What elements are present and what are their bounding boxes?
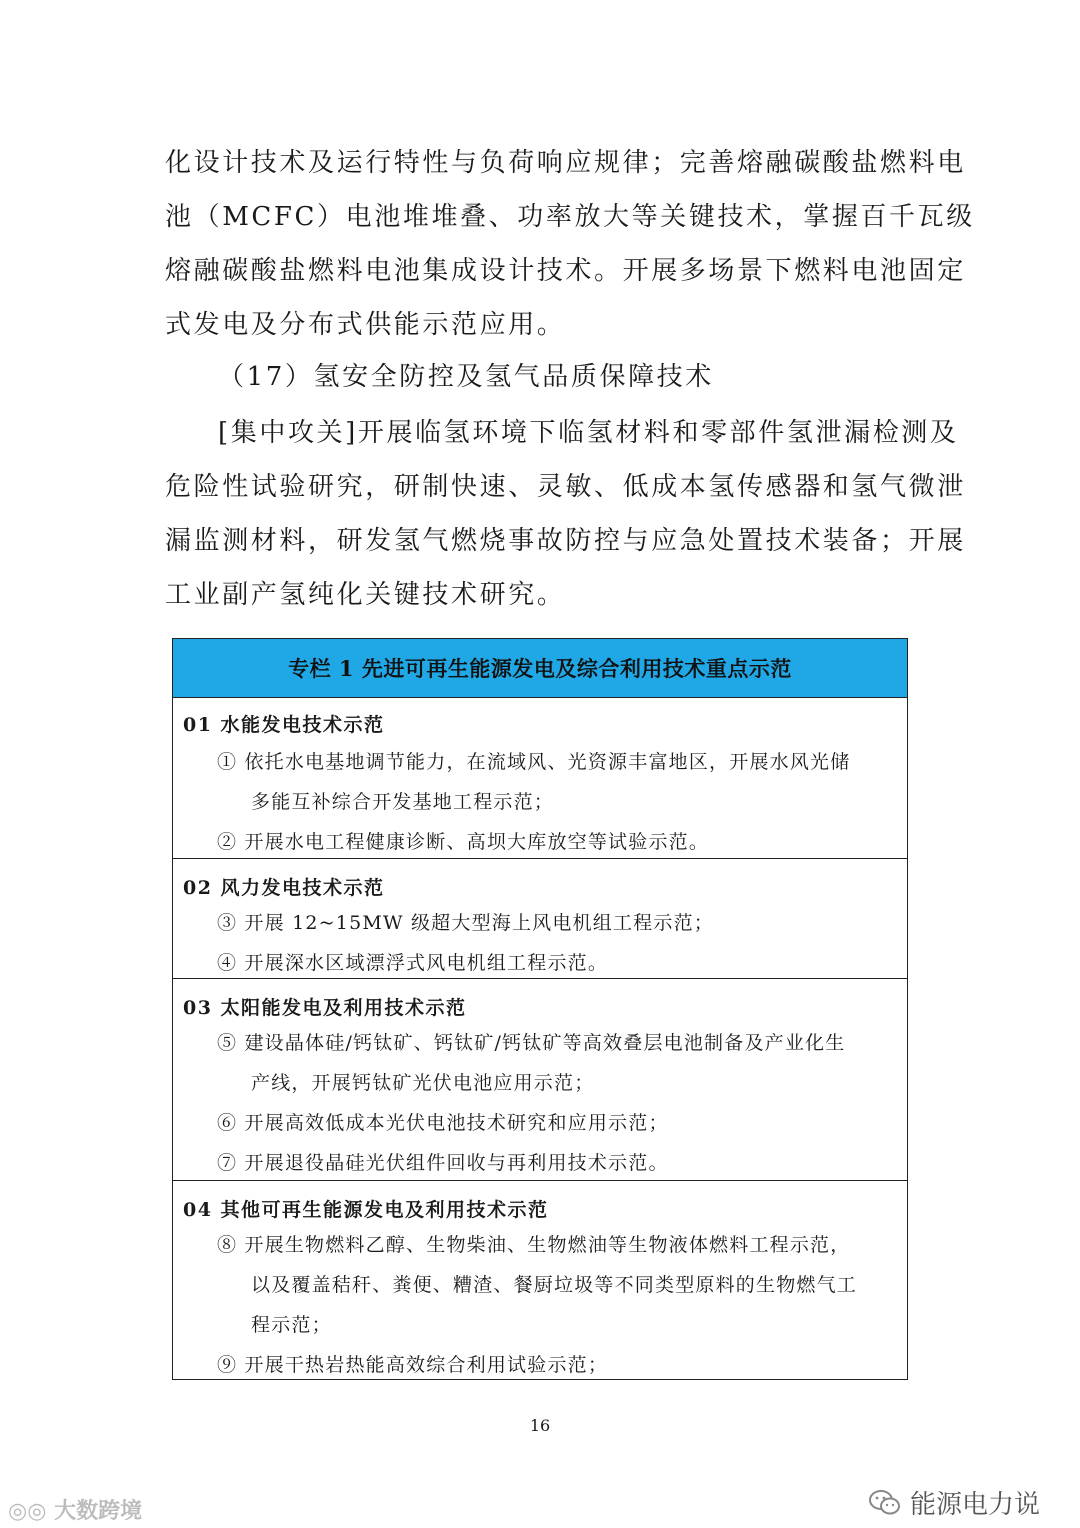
box-section <box>173 858 907 979</box>
list-item: ③ 开展 12~15MW 级超大型海上风电机组工程示范； <box>217 912 714 934</box>
list-item-cont: 多能互补综合开发基地工程示范； <box>251 791 555 813</box>
section-title: 02 风力发电技术示范 <box>183 877 385 899</box>
list-item: ⑨ 开展干热岩热能高效综合利用试验示范； <box>217 1354 609 1376</box>
watermark-left <box>8 1494 142 1525</box>
wechat-icon <box>868 1488 902 1518</box>
list-item: ⑤ 建设晶体硅/钙钛矿、钙钛矿/钙钛矿等高效叠层电池制备及产业化生 <box>217 1032 846 1054</box>
box-title: 专栏 1 先进可再生能源发电及综合利用技术重点示范 <box>173 639 907 698</box>
list-item: ② 开展水电工程健康诊断、高坝大库放空等试验示范。 <box>217 831 710 853</box>
list-item: ⑧ 开展生物燃料乙醇、生物柴油、生物燃油等生物液体燃料工程示范， <box>217 1234 851 1256</box>
list-item: ⑦ 开展退役晶硅光伏组件回收与再利用技术示范。 <box>217 1152 669 1174</box>
body-line: 工业副产氢纯化关键技术研究。 <box>165 580 566 610</box>
list-item: ⑥ 开展高效低成本光伏电池技术研究和应用示范； <box>217 1112 669 1134</box>
watermark-left-text: 大数跨境 <box>54 1499 143 1524</box>
watermark-right-text: 能源电力说 <box>910 1490 1041 1520</box>
list-item-cont: 产线，开展钙钛矿光伏电池应用示范； <box>251 1072 595 1094</box>
body-line: 危险性试验研究，研制快速、灵敏、低成本氢传感器和氢气微泄 <box>165 472 966 502</box>
box-section <box>173 1180 907 1380</box>
body-line: 化设计技术及运行特性与负荷响应规律；完善熔融碳酸盐燃料电 <box>165 148 966 178</box>
section-title: 01 水能发电技术示范 <box>183 714 385 736</box>
body-line: 漏监测材料，研发氢气燃烧事故防控与应急处置技术装备；开展 <box>165 526 966 556</box>
list-item-cont: 以及覆盖秸秆、粪便、糟渣、餐厨垃圾等不同类型原料的生物燃气工 <box>251 1274 858 1296</box>
section-title: 03 太阳能发电及利用技术示范 <box>183 997 467 1019</box>
list-item-cont: 程示范； <box>251 1314 332 1336</box>
list-item: ① 依托水电基地调节能力，在流域风、光资源丰富地区，开展水风光储 <box>217 751 851 773</box>
box-section <box>173 696 907 858</box>
body-line: 式发电及分布式供能示范应用。 <box>165 310 566 340</box>
section-heading: （17）氢安全防控及氢气品质保障技术 <box>218 362 714 392</box>
weibo-icon: ◎◎ <box>8 1499 55 1524</box>
box-section <box>173 978 907 1181</box>
body-line: 池（MCFC）电池堆堆叠、功率放大等关键技术，掌握百千瓦级 <box>165 202 975 232</box>
section-title: 04 其他可再生能源发电及利用技术示范 <box>183 1199 549 1221</box>
body-line: 熔融碳酸盐燃料电池集成设计技术。开展多场景下燃料电池固定 <box>165 256 966 286</box>
page-number: 16 <box>529 1416 551 1435</box>
feature-box <box>172 638 908 1380</box>
list-item: ④ 开展深水区域漂浮式风电机组工程示范。 <box>217 952 609 974</box>
watermark-right <box>868 1484 1040 1521</box>
body-line: [集中攻关]开展临氢环境下临氢材料和零部件氢泄漏检测及 <box>218 418 959 448</box>
